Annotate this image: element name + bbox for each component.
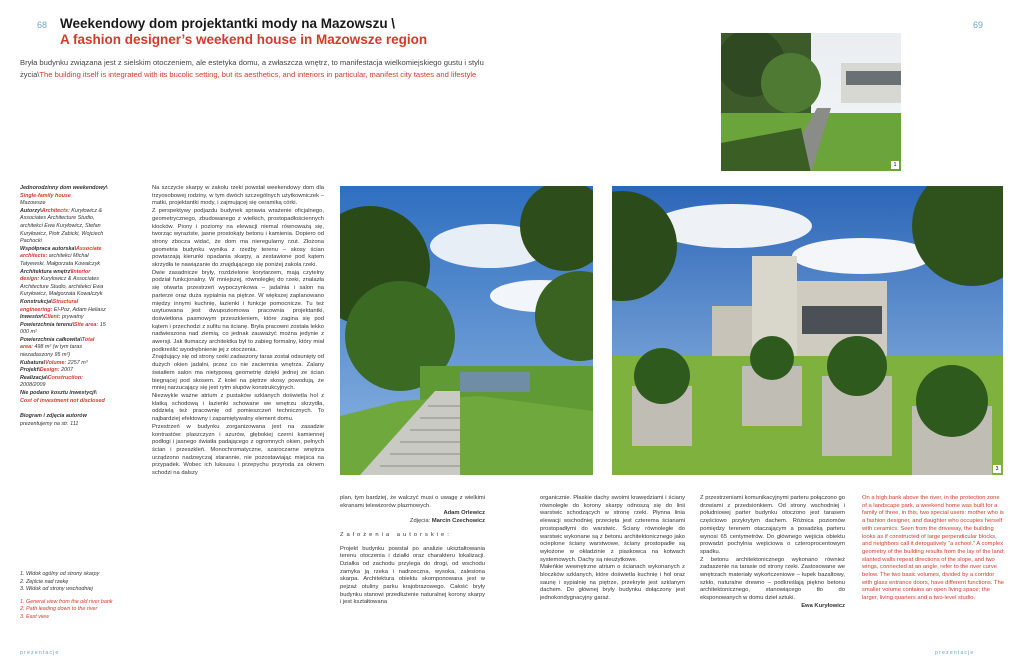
col4-paragraph: Z betonu architektonicznego wykonano również zadaszenie na tarasie od strony rzeki. Zastosowane we wnętrzach materiały wykończeniowe – łupek bazaltowy, szkło, naturalne drewno – podkreślają piękno betonu architektonicznego, stanowiącego tło do eksponowanych w domu dzieł sztuki. (700, 556, 845, 602)
photo-east-view (612, 186, 1003, 475)
caption-pl-2: 2. Zejście nad rzekę (20, 578, 69, 585)
caption-pl-3: 3. Widok od strony wschodniej (20, 586, 93, 593)
info-total-label-en: Total area: (20, 336, 95, 351)
info-real-label-en: Construction: (47, 374, 83, 381)
info-project: 2007 (61, 367, 74, 374)
photo-path-to-river (340, 186, 593, 475)
project-info (20, 185, 108, 428)
info-interior-label-en: Interior design: (20, 268, 91, 283)
col1-paragraph: Przestrzeń w budynku zorganizowana jest na zasadzie kontrastów: plaszczyzn i azurów, głębokiej czerni kamiennej podłogi i jasnego światła padającego z ogromnych okien, pełnych ścian i przeszkleń. Monochromatyczne, szaroczarne wnętrza urządzono nadzwyczaj starannie, nie pozostawiając miejsca na przypadek. Wobec ich luksusu i przepychu przyroda za oknem schodzi na dalszy (152, 423, 324, 477)
info-type-en: Single-family house (20, 192, 71, 199)
info-struct-label-en: Structural engineering: (20, 298, 79, 313)
col4-author: Ewa Kuryłowicz (801, 602, 845, 609)
lead-pl: Bryła budynku związana jest z sielskim otoczeniem, ale estetyka domu, a zwłaszcza wnętrz, to manifestacja wielkomiejskiego gustu i stylu życia\ (20, 58, 484, 79)
col2-paragraph: Projekt budynku powstał po analizie ukształtowania terenu otoczenia i działki oraz charakteru lokalizacji. Działka od zachodu przylega do drogi, od wschodu zamyka ją rzeka i nadrzeczna, wysoka, zalesiona skarpa. Architektura obiektu skomponowana jest w pejzaż otuliny parku krajobrazowego. Całość bryły budynku stanowi przedłużenie naturalnej korony skarpy i jest kształtowana (340, 545, 485, 606)
info-area-label-pl: Powierzchnia terenu\ (20, 321, 74, 328)
col1-paragraph: Na szczycie skarpy w zakolu rzeki powstał weekendowy dom dla trzyosobowej rodziny, w tym dwóch szczególnych użytkowniczek – matki, projektantki mody, i zajmującej się ceramiką córki. (152, 185, 324, 207)
photo-number-3: 3 (993, 465, 1001, 473)
info-real: 2008/2009 (20, 382, 46, 389)
col1-paragraph: Z perspektywy podjazdu budynek sprawia wrażenie oficjalnego, geometrycznego, zbudowanego z wielkich, prostopadłościennych klocków. Piony i poziomy na elewacji niemal równoważą się, tworząc wyraziste, jasne prostokąty betonu i kamienia. Dopiero od strony zbocza widać, że dom ma nieregularny rzut. Złożona geometria budynku wynika z rzeźby terenu – skosy ścian powtarzają kierunki opadania skarpy, a zestawione pod kątem skrzydła te nawiązanie do znajdującego się poniżej zakola rzeki. (152, 208, 324, 269)
lead-paragraph (20, 57, 495, 80)
info-assoc-label-pl: Współpraca autorska\ (20, 245, 77, 252)
english-summary: On a high bank above the river, in the protection zone of a landscape park, a weekend home was built for a family of three, in this, two special users: mother who is a fashion designer, and daughter who occupies herself with ceramics. Seen from the driveway, the building looks as if constructed of large perpendicular blocks, and neighbors call it derogatively “a school.” A complex geometry of the building results from the lay of the land; slanted walls repeat directions of the slope, and two wings, connected at an angle, refer to the river curve below. The two basic volumes, divided by a corridor with glass entrance doors, have different functions. The smaller volume contains an open living space; the larger, living quarters and a two-level studio. (862, 495, 1005, 602)
info-investor-label-en: Client: (43, 314, 61, 321)
col3-paragraph: Małeńkie wewnętrzne atrium o ścianach wykonanych z bloczków szklanych, które doświetla kuchnię i hol oraz saunę i sypialnię na piętrze, przekryte jest szklanym dachem. Do głównej bryły budynku dołączony jest jednokondygnacyjny garaż. (540, 564, 685, 602)
col2-photo-credit (340, 518, 485, 526)
col2-paragraph: plan, tym bardziej, że walczyć musi o uwagę z wielkimi ekranami telewizorów plazmowych. (340, 495, 485, 509)
info-interior-label-pl: Architektura wnętrz\ (20, 268, 72, 275)
body-column-1 (152, 185, 324, 660)
info-authors-label-pl: Autorzy\ (20, 207, 42, 214)
info-cost-en: Cost of investment not disclosed (20, 397, 105, 404)
info-total: 498 m² (w tym taras niezadaszony 95 m²) (20, 344, 83, 359)
info-interior: Kuryłowicz & Associates Architecture Studio, architekci Ewa Kuryłowicz, Małgorzata Kowalczyk (20, 276, 104, 298)
info-struct: El-Poz, Adam Heliasz (53, 306, 106, 313)
info-project-label-pl: Projekt\ (20, 367, 40, 374)
info-cost-pl: Nie podano kosztu inwestycji\ (20, 390, 97, 397)
col4-paragraph: Z przestrzeniami komunikacyjnymi parteru połączono go drzwiami z przedsionkiem. Od strony wschodniej i południowej parter budynku otoczono jest tarasem częściowo przykrytym dachem. Różnica poziomów pomiędzy terenem otaczającym a posadzką parteru wynosi 65 centymetrów. Do głównego wejścia obiektu prowadzi pochylnia wejściowa o czteroprocentowym spadku. (700, 495, 845, 555)
info-location: Mazowsze (20, 200, 46, 207)
photo-captions (20, 571, 130, 622)
info-vol: 2257 m³ (67, 359, 88, 366)
col1-paragraph: Znajdujący się od strony rzeki zadaszony taras został odsunięty od dużych okien jadalni, przez co nie zaciemnia wnętrza. Zalany światłem salon ma nietypową geometrię dzięki jednej ze ścian biegnącej pod skosem. Z kolei na piętrze skosy powodują, że mniej narzucający się jest rytm słupów konstrukcyjnych. (152, 354, 324, 392)
col2-photographer: Marcin Czechowicz (431, 518, 485, 525)
info-real-label-pl: Realizacja\ (20, 374, 48, 381)
info-assoc: architekci Michał Tatyewski, Małgorzata Kowalczyk (20, 253, 101, 267)
caption-en-2: 2. Path leading down to the river (20, 606, 98, 613)
caption-pl-1: 1. Widok ogólny od strony skarpy (20, 571, 100, 577)
col2-section-head: Założenia autorskie: (340, 531, 452, 538)
lead-en: The building itself is integrated with its bucolic setting, but its aesthetics, and interiors in particular, manifest city tastes and lifestyle (39, 69, 477, 79)
info-investor: prywatny (61, 314, 84, 321)
info-authors-label-en: Architects: (41, 207, 70, 214)
caption-en-3: 3. East view (20, 613, 50, 620)
col2-author: Adam Orlewicz (443, 510, 485, 517)
footer-right: prezentacje (935, 650, 975, 656)
col1-paragraph: Niezwykle ważne atrium z pustaków szklanych doświetla hol z klatką schodową i łazienki schowane we wnętrzu skrzydła, oddzielą też pracownię od pomieszczeń technicznych. To najbardziej efektowny i zapamiętywalny element domu. (152, 392, 324, 423)
body-column-3 (540, 495, 685, 660)
info-vol-label-en: Volume: (45, 359, 67, 366)
col1-paragraph: Dwie zasadnicze bryły, rozdzielone korytarzem, mają czytelny podział funkcjonalny. W mniejszej, równoległej do rzeki, znalazła się otwarta przestrzeń wypoczynkowa – jadalnia i salon na parterze oraz duża sypialnia na piętrze. W większej zaplanowano między innymi kuchnię, łazienki i funkcje pomocnicze. Tu też usytuowana jest dwupoziomowa pracownia projektantki, doświetlona pasmowym przeszkleniem, które zagina się pod kątem i przechodzi z sufitu na ścianę. Bryła pracowni została lekko nadwieszona nad ziemią, co jednak zauważyć można jedynie z awersji. Jak tłumaczy architektka był to zabieg formalny, który miał podkreślić wyodrębnienie jej z otoczenia. (152, 269, 324, 353)
photo-number-1: 1 (891, 161, 899, 169)
bio-title: Biogram i zdjęcia autorów (20, 413, 87, 420)
info-authors: Kuryłowicz & Associates Architecture Studio, architekci Ewa Kuryłowicz, Stefan Kuryłowicz, Piotr Zabicki, Wojciech Pachocki (20, 207, 104, 245)
info-area-label-en: Site area: (73, 321, 99, 328)
info-vol-label-pl: Kubatura\ (20, 359, 46, 366)
info-project-label-en: Design: (39, 367, 60, 374)
info-area: 15 000 m² (20, 321, 106, 336)
info-investor-label-pl: Inwestor\ (20, 314, 44, 321)
col3-paragraph: organicznie. Płaskie dachy swoimi krawędziami i ściany równoległe do korony skarpy odnoszą się do linii warstwic schodzących w stronę rzeki. Płynna linia elewacji wschodniej przecięta jest czterema ścianami prostopadłymi do warstwic. Ściany równoległe do warstwic wykonane są z betonu architektonicznego jako ocieplone ściany warstwowe, ściany prostopadłe są wyłożone w okładzinie z piaskowca na kotwach systemowych. Dachy są nieużytkowe. (540, 495, 685, 563)
body-column-2 (340, 495, 485, 660)
info-total-label-pl: Powierzchnia całkowita\ (20, 336, 82, 343)
page-number-right: 69 (973, 20, 984, 30)
article-title-pl: Weekendowy dom projektantki mody na Mazowszu \ (60, 16, 396, 31)
info-assoc-label-en: Associate architects: (20, 245, 102, 260)
caption-en-1: 1. General view from the old river bank (20, 598, 113, 605)
bio-ref: prezentujemy na str. 111 (20, 420, 79, 427)
article-title-en: A fashion designer’s weekend house in Mazowsze region (60, 32, 428, 47)
page-number-left: 68 (37, 20, 48, 30)
photo-house-view (721, 33, 901, 171)
info-struct-label-pl: Konstrukcja\ (20, 298, 53, 305)
footer-left: prezentacje (20, 650, 60, 656)
info-type-pl: Jednorodzinny dom weekendowy\ (20, 185, 108, 191)
col2-photo-label: Zdjęcia: (409, 518, 431, 525)
body-column-4 (700, 495, 845, 660)
